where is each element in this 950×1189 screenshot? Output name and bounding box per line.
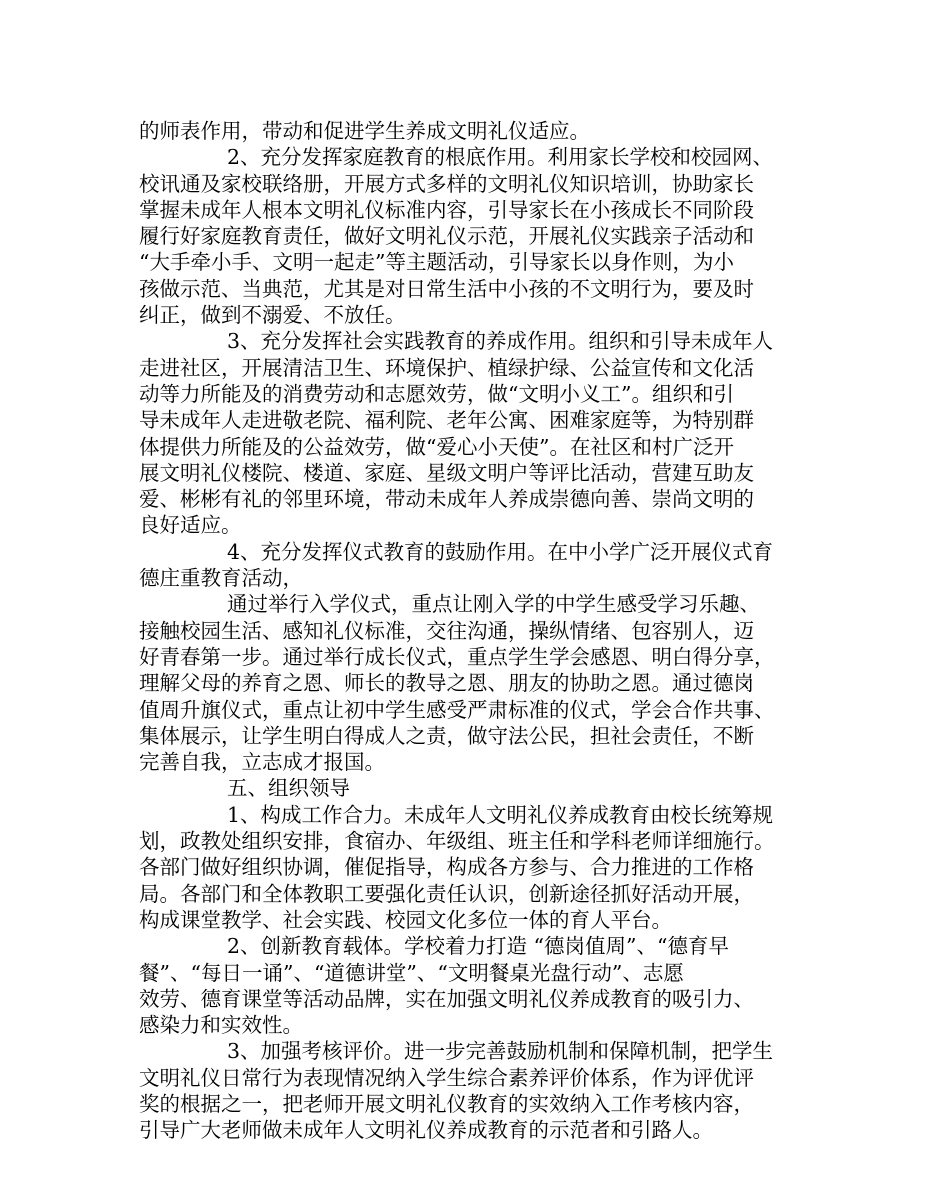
text-line: “大手牵小手、文明一起走”等主题活动，引导家长以身作则，为小 [139,250,734,275]
text-line: 局。各部门和全体教职工要强化责任认识，创新途径抓好活动开展， [139,881,754,906]
section-heading: 五、组织领导 [227,776,350,801]
paragraph-start-line: 1、构成工作合力。未成年人文明礼仪养成教育由校长统筹规 [227,802,774,827]
text-line: 的师表作用，带动和促进学生养成文明礼仪适应。 [139,119,590,143]
text-line: 展文明礼仪楼院、楼道、家庭、星级文明户等评比活动，营建互助友 [139,460,754,485]
text-line: 值周升旗仪式，重点让初中学生感受严肃标准的仪式，学会合作共事、 [139,697,775,722]
paragraph-start-line: 3、加强考核评价。进一步完善鼓励机制和保障机制，把学生 [227,1039,774,1064]
text-line: 构成课堂教学、社会实践、校园文化多位一体的育人平台。 [139,907,672,932]
text-line: 理解父母的养育之恩、师长的教导之恩、朋友的协助之恩。通过德岗 [139,671,754,696]
text-line: 体提供力所能及的公益效劳，做“爱心小天使”。在社区和村广泛开 [139,434,734,459]
text-line: 完善自我，立志成才报国。 [139,750,385,775]
paragraph-start-line: 4、充分发挥仪式教育的鼓励作用。在中小学广泛开展仪式育 [227,539,774,564]
text-line: 动等力所能及的消费劳动和志愿效劳，做“文明小义工”。组织和引 [139,381,734,406]
paragraph-start-line: 通过举行入学仪式，重点让刚入学的中学生感受学习乐趣、 [227,592,760,617]
text-line: 各部门做好组织协调，催促指导，构成各方参与、合力推进的工作格 [139,855,754,880]
text-line: 导未成年人走进敬老院、福利院、老年公寓、困难家庭等，为特别群 [139,408,754,433]
text-line: 走进社区，开展清洁卫生、环境保护、植绿护绿、公益宣传和文化活 [139,355,754,380]
text-line: 德庄重教育活动， [139,566,303,591]
text-line: 爱、彬彬有礼的邻里环境，带动未成年人养成崇德向善、崇尚文明的 [139,487,754,512]
document-body [139,118,817,1144]
text-line: 好青春第一步。通过举行成长仪式，重点学生学会感恩、明白得分享， [139,644,775,669]
text-line: 履行好家庭教育责任，做好文明礼仪示范，开展礼仪实践亲子活动和 [139,224,754,249]
text-line: 奖的根据之一，把老师开展文明礼仪教育的实效纳入工作考核内容， [139,1091,754,1116]
text-line: 校讯通及家校联络册，开展方式多样的文明礼仪知识培训，协助家长 [139,171,754,196]
text-line: 引导广大老师做未成年人文明礼仪养成教育的示范者和引路人。 [139,1118,713,1143]
paragraph-start-line: 2、创新教育载体。学校着力打造 “德岗值周”、“德育早 [227,934,729,959]
text-line: 餐”、“每日一诵”、“道德讲堂”、“文明餐桌光盘行动”、志愿 [139,960,684,985]
text-line: 孩做示范、当典范，尤其是对日常生活中小孩的不文明行为，要及时 [139,276,754,301]
text-line: 掌握未成年人根本文明礼仪标准内容，引导家长在小孩成长不同阶段 [139,197,754,222]
text-line: 感染力和实效性。 [139,1013,303,1038]
text-line: 纠正，做到不溺爱、不放任。 [139,303,406,328]
text-line: 集体展示，让学生明白得成人之责，做守法公民，担社会责任，不断 [139,723,754,748]
text-line: 良好适应。 [139,513,242,538]
paragraph-start-line: 2、充分发挥家庭教育的根底作用。利用家长学校和校园网、 [227,145,774,170]
text-line: 划，政教处组织安排，食宿办、年级组、班主任和学科老师详细施行。 [139,829,775,854]
text-line: 接触校园生活、感知礼仪标准，交往沟通，操纵情绪、包容别人，迈 [139,618,754,643]
text-line: 效劳、德育课堂等活动品牌，实在加强文明礼仪养成教育的吸引力、 [139,986,754,1011]
paragraph-start-line: 3、充分发挥社会实践教育的养成作用。组织和引导未成年人 [227,329,774,354]
text-line: 文明礼仪日常行为表现情况纳入学生综合素养评价体系，作为评优评 [139,1065,754,1090]
